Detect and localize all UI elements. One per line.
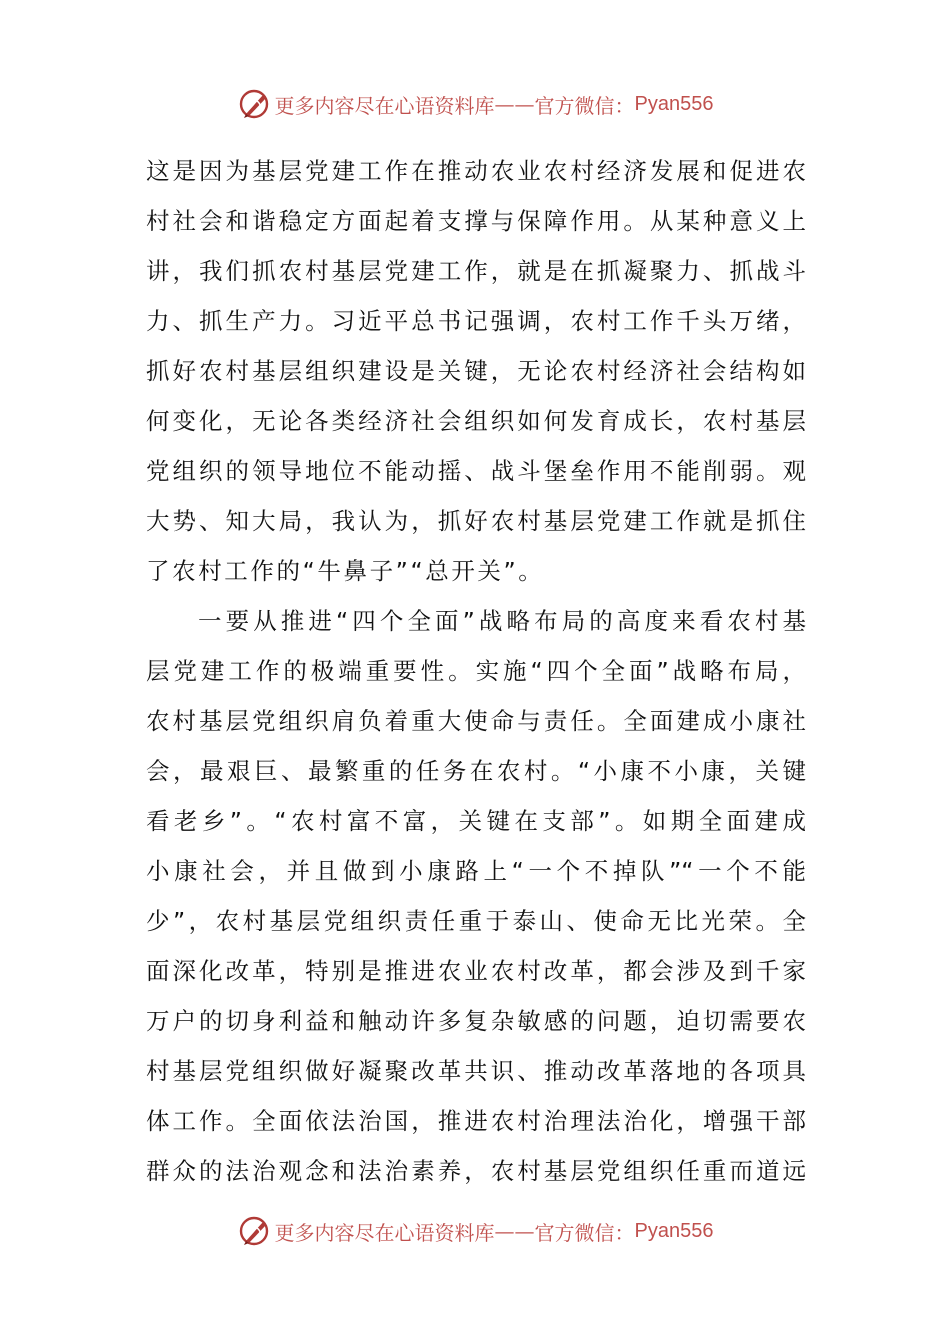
text-line: 层党建工作的极端重要性。实施“四个全面”战略布局， — [146, 657, 806, 685]
text-line: 村社会和谐稳定方面起着支撑与保障作用。从某种意义上 — [146, 207, 806, 235]
text-line: 了农村工作的“牛鼻子”“总开关”。 — [146, 557, 545, 585]
text-line: 群众的法治观念和法治素养，农村基层党组织任重而道远 — [146, 1157, 806, 1185]
text-line: 力、抓生产力。习近平总书记强调，农村工作千头万绪， — [146, 307, 806, 335]
text-line: 体工作。全面依法治国，推进农村治理法治化，增强干部 — [146, 1107, 806, 1135]
header-dash: —— — [494, 92, 535, 116]
footer-dash: —— — [494, 1219, 535, 1243]
text-line: 这是因为基层党建工作在推动农业农村经济发展和促进农 — [146, 157, 806, 185]
header-site-text: 更多内容尽在心语资料库 — [274, 93, 495, 118]
header-banner — [0, 84, 950, 124]
pen-logo-icon — [237, 87, 273, 121]
text-line: 讲，我们抓农村基层党建工作，就是在抓凝聚力、抓战斗 — [146, 257, 806, 285]
paragraph-first-line: 一要从推进“四个全面”战略布局的高度来看农村基 — [198, 607, 806, 635]
header-wechat-id: Pyan556 — [634, 92, 714, 115]
footer-site-text: 更多内容尽在心语资料库 — [274, 1220, 495, 1245]
text-line: 抓好农村基层组织建设是关键，无论农村经济社会结构如 — [146, 357, 806, 385]
text-line: 少”，农村基层党组织责任重于泰山、使命无比光荣。全 — [146, 907, 806, 935]
footer-wechat-id: Pyan556 — [634, 1219, 714, 1242]
text-line: 会，最艰巨、最繁重的任务在农村。“小康不小康，关键 — [146, 757, 806, 785]
text-line: 面深化改革，特别是推进农业农村改革，都会涉及到千家 — [146, 957, 806, 985]
pen-logo-icon — [237, 1214, 273, 1248]
text-line: 农村基层党组织肩负着重大使命与责任。全面建成小康社 — [146, 707, 806, 735]
text-line: 小康社会，并且做到小康路上“一个不掉队”“一个不能 — [146, 857, 806, 885]
text-line: 看老乡”。“农村富不富，关键在支部”。如期全面建成 — [146, 807, 806, 835]
text-line: 党组织的领导地位不能动摇、战斗堡垒作用不能削弱。观 — [146, 457, 806, 485]
body-text — [146, 146, 806, 1196]
footer-banner — [0, 1211, 950, 1251]
text-line: 何变化，无论各类经济社会组织如何发育成长，农村基层 — [146, 407, 806, 435]
text-line: 村基层党组织做好凝聚改革共识、推动改革落地的各项具 — [146, 1057, 806, 1085]
text-line: 万户的切身利益和触动许多复杂敏感的问题，迫切需要农 — [146, 1007, 806, 1035]
header-wechat-label: 官方微信： — [534, 93, 635, 118]
text-line: 大势、知大局，我认为，抓好农村基层党建工作就是抓住 — [146, 507, 806, 535]
footer-wechat-label: 官方微信： — [534, 1220, 635, 1245]
